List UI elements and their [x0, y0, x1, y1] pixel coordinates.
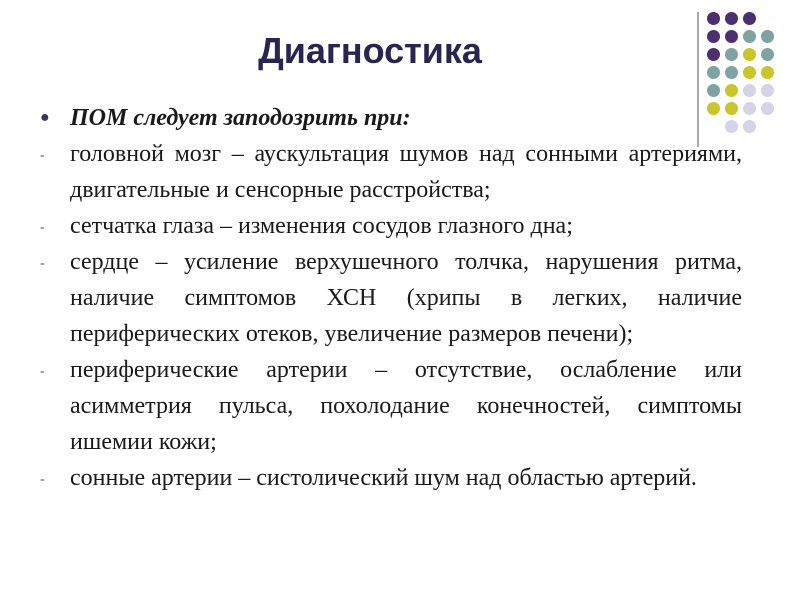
decorative-dot	[743, 66, 756, 79]
decorative-dot	[725, 12, 738, 25]
decorative-dot	[707, 12, 720, 25]
decorative-dot	[707, 30, 720, 43]
decorative-dot	[707, 48, 720, 61]
list-item-text: периферические артерии – отсутствие, ослабление или асимметрия пульса, похолодание конечностей, симптомы ишемии кожи;	[70, 357, 742, 455]
bullet-icon: ●	[40, 109, 50, 126]
decorative-dot	[725, 30, 738, 43]
decorative-dot	[743, 12, 756, 25]
heading-row	[40, 100, 742, 136]
list-item	[40, 244, 742, 352]
list-item-text: сетчатка глаза – изменения сосудов глазного дна;	[70, 213, 573, 239]
decorative-dot	[761, 48, 774, 61]
dash-icon: -	[40, 364, 45, 379]
list-item	[40, 460, 742, 496]
list-item	[40, 352, 742, 460]
list-item	[40, 208, 742, 244]
decorative-dot	[743, 30, 756, 43]
list-item-text: головной мозг – аускультация шумов над сонными артериями, двигательные и сенсорные расстройства;	[70, 141, 742, 203]
decorative-dot	[743, 120, 756, 133]
decorative-dot	[743, 102, 756, 115]
dash-icon: -	[40, 148, 45, 163]
slide-content	[40, 100, 742, 496]
list-item-text: сонные артерии – систолический шум над областью артерий.	[70, 465, 697, 491]
dash-icon: -	[40, 220, 45, 235]
decorative-dot	[725, 48, 738, 61]
dash-icon: -	[40, 472, 45, 487]
decorative-dot	[707, 84, 720, 97]
decorative-dot	[725, 66, 738, 79]
decorative-dot	[707, 66, 720, 79]
slide-title: Диагностика	[258, 30, 482, 71]
decorative-dot	[743, 84, 756, 97]
decorative-dot	[725, 84, 738, 97]
list-heading: ПОМ следует заподозрить при:	[70, 105, 411, 131]
decorative-dot	[761, 66, 774, 79]
list-item	[40, 136, 742, 208]
dash-icon: -	[40, 256, 45, 271]
decorative-dot	[761, 102, 774, 115]
decorative-dot	[761, 84, 774, 97]
decorative-dot	[743, 48, 756, 61]
list-item-text: сердце – усиление верхушечного толчка, нарушения ритма, наличие симптомов ХСН (хрипы в легких, наличие периферических отеков, увеличение размеров печени);	[70, 249, 742, 347]
decorative-dot	[761, 30, 774, 43]
